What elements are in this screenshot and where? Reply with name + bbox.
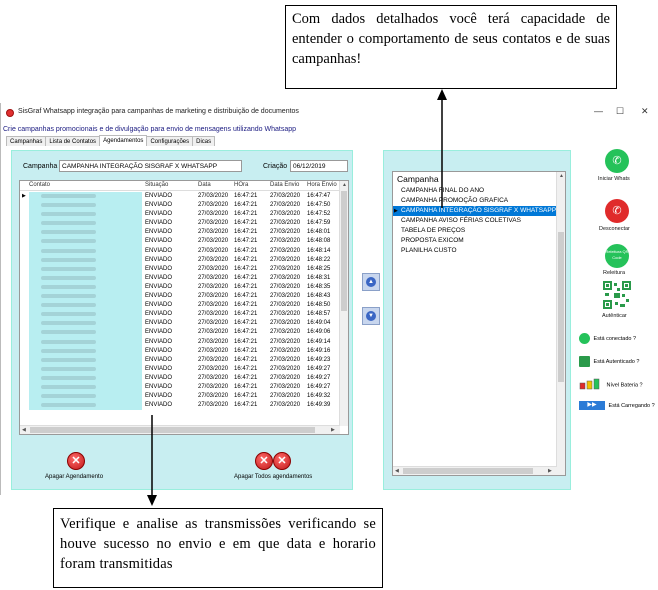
cell-data-envio: 27/03/2020 <box>270 393 301 400</box>
cell-contato-redacted <box>29 301 142 310</box>
delete-icon: ✕ <box>71 455 81 467</box>
redacted-text <box>41 285 96 289</box>
table-row[interactable] <box>20 237 340 246</box>
cell-contato-redacted <box>29 265 142 274</box>
cell-contato-redacted <box>29 383 142 392</box>
cell-contato-redacted <box>29 338 142 347</box>
grid-vertical-scrollbar[interactable] <box>339 181 348 426</box>
redacted-text <box>41 376 96 380</box>
cell-hora-envio: 16:49:27 <box>307 374 331 381</box>
list-item[interactable]: PROPOSTA EXICOM <box>401 237 464 244</box>
maximize-button[interactable]: ☐ <box>616 106 625 116</box>
cell-hora: 16:47:21 <box>234 402 258 409</box>
cell-situacao: ENVIADO <box>145 356 173 363</box>
list-horizontal-thumb[interactable] <box>403 468 533 474</box>
cell-data-envio: 27/03/2020 <box>270 211 301 218</box>
cell-data: 27/03/2020 <box>198 238 229 245</box>
table-row[interactable] <box>20 401 340 410</box>
list-item[interactable]: TABELA DE PREÇOS <box>401 227 466 234</box>
apagar-agendamento-label: Apagar Agendamento <box>45 474 104 480</box>
cell-data: 27/03/2020 <box>198 283 229 290</box>
table-row[interactable] <box>20 210 340 219</box>
redacted-text <box>41 267 96 271</box>
cell-situacao: ENVIADO <box>145 383 173 390</box>
tab-configuracoes[interactable]: Configurações <box>146 136 193 146</box>
close-button[interactable]: ✕ <box>641 106 649 116</box>
qr-reload-text: Releitura QR Code <box>605 249 629 260</box>
cell-situacao: ENVIADO <box>145 274 173 281</box>
cell-hora-envio: 16:48:01 <box>307 229 331 236</box>
apagar-todos-button-2[interactable] <box>273 452 291 470</box>
cell-hora-envio: 16:49:04 <box>307 320 331 327</box>
cell-data: 27/03/2020 <box>198 211 229 218</box>
cell-hora: 16:47:21 <box>234 220 258 227</box>
cell-data: 27/03/2020 <box>198 383 229 390</box>
status-conectado-label: Está conectado ? <box>593 335 637 342</box>
cell-hora-envio: 16:47:47 <box>307 193 331 199</box>
cell-hora: 16:47:21 <box>234 202 258 209</box>
table-row[interactable] <box>20 247 340 256</box>
tab-dicas[interactable]: Dicas <box>192 136 215 146</box>
cell-data-envio: 27/03/2020 <box>270 402 301 409</box>
scroll-left-icon[interactable]: ◀ <box>395 468 399 474</box>
cell-data: 27/03/2020 <box>198 329 229 336</box>
cell-contato-redacted <box>29 356 142 365</box>
arrow-up-icon: ▲ <box>366 277 376 287</box>
cell-hora: 16:47:21 <box>234 374 258 381</box>
whatsapp-icon: ✆ <box>612 155 622 167</box>
iniciar-whats-label: Iniciar Whats <box>598 176 630 182</box>
cell-hora-envio: 16:49:23 <box>307 356 331 363</box>
qr-code-icon[interactable] <box>603 281 631 309</box>
cell-situacao: ENVIADO <box>145 374 173 381</box>
cell-data-envio: 27/03/2020 <box>270 229 301 236</box>
cell-situacao: ENVIADO <box>145 220 173 227</box>
cell-data: 27/03/2020 <box>198 193 229 199</box>
cell-contato-redacted <box>29 247 142 256</box>
table-row[interactable] <box>20 365 340 374</box>
move-down-button[interactable] <box>362 307 380 325</box>
table-row[interactable] <box>20 374 340 383</box>
cell-situacao: ENVIADO <box>145 302 173 309</box>
redacted-text <box>41 249 96 253</box>
cell-data-envio: 27/03/2020 <box>270 347 301 354</box>
cell-hora: 16:47:21 <box>234 302 258 309</box>
cell-data: 27/03/2020 <box>198 365 229 372</box>
arrow-down-icon: ▼ <box>366 311 376 321</box>
cell-data: 27/03/2020 <box>198 265 229 272</box>
move-up-button[interactable] <box>362 273 380 291</box>
cell-situacao: ENVIADO <box>145 283 173 290</box>
cell-hora-envio: 16:47:59 <box>307 220 331 227</box>
delete-icon: ✕ <box>259 455 269 467</box>
cell-hora: 16:47:21 <box>234 320 258 327</box>
cell-hora-envio: 16:49:14 <box>307 338 331 345</box>
tab-bar <box>6 136 214 147</box>
col-hora-envio[interactable]: Hora Envio <box>307 182 337 188</box>
table-row[interactable] <box>20 338 340 347</box>
cell-hora-envio: 16:49:27 <box>307 383 331 390</box>
cell-contato-redacted <box>29 292 142 301</box>
cell-data-envio: 27/03/2020 <box>270 320 301 327</box>
cell-data: 27/03/2020 <box>198 374 229 381</box>
cell-data-envio: 27/03/2020 <box>270 193 301 199</box>
cell-hora-envio: 16:49:06 <box>307 329 331 336</box>
cell-data-envio: 27/03/2020 <box>270 311 301 318</box>
cell-hora: 16:47:21 <box>234 311 258 318</box>
list-item[interactable]: CAMPANHA PROMOÇÃO GRAFICA <box>401 197 509 204</box>
cell-data: 27/03/2020 <box>198 229 229 236</box>
schedule-grid[interactable] <box>19 180 349 435</box>
app-window <box>0 103 658 495</box>
cell-data-envio: 27/03/2020 <box>270 238 301 245</box>
minimize-button[interactable]: — <box>594 106 603 116</box>
cell-hora: 16:47:21 <box>234 229 258 236</box>
status-autenticado-label: Está Autenticado ? <box>593 358 640 365</box>
cell-situacao: ENVIADO <box>145 320 173 327</box>
cell-contato-redacted <box>29 274 142 283</box>
cell-hora-envio: 16:48:31 <box>307 274 331 281</box>
table-row[interactable] <box>20 328 340 337</box>
cell-situacao: ENVIADO <box>145 329 173 336</box>
cell-hora: 16:47:21 <box>234 238 258 245</box>
cell-contato-redacted <box>29 192 142 201</box>
redacted-text <box>41 349 96 353</box>
status-carregando <box>579 401 655 410</box>
grid-rows <box>20 192 340 410</box>
table-row[interactable] <box>20 356 340 365</box>
cell-data-envio: 27/03/2020 <box>270 247 301 254</box>
cell-contato-redacted <box>29 392 142 401</box>
cell-hora: 16:47:21 <box>234 265 258 272</box>
cell-situacao: ENVIADO <box>145 347 173 354</box>
releitura-label: Releitura <box>603 270 626 276</box>
cell-data: 27/03/2020 <box>198 347 229 354</box>
cell-hora-envio: 16:47:52 <box>307 211 331 218</box>
cell-data-envio: 27/03/2020 <box>270 374 301 381</box>
cell-data: 27/03/2020 <box>198 274 229 281</box>
tab-agendamentos[interactable]: Agendamentos <box>99 135 147 146</box>
redacted-text <box>41 403 96 407</box>
cell-data: 27/03/2020 <box>198 338 229 345</box>
qr-status-icon <box>579 356 590 367</box>
desconectar-button[interactable] <box>605 199 629 223</box>
cell-hora: 16:47:21 <box>234 383 258 390</box>
cell-hora-envio: 16:48:08 <box>307 238 331 245</box>
cell-contato-redacted <box>29 347 142 356</box>
scroll-right-icon[interactable]: ▶ <box>548 468 552 474</box>
cell-data: 27/03/2020 <box>198 402 229 409</box>
cell-situacao: ENVIADO <box>145 202 173 209</box>
list-item[interactable]: CAMPANHA INTEGRAÇÃO SISGRAF X WHATSAPP <box>393 206 559 216</box>
cell-contato-redacted <box>29 374 142 383</box>
cell-situacao: ENVIADO <box>145 256 173 263</box>
cell-data-envio: 27/03/2020 <box>270 256 301 263</box>
table-row[interactable] <box>20 310 340 319</box>
table-row[interactable] <box>20 301 340 310</box>
list-horizontal-scrollbar[interactable] <box>393 466 557 475</box>
redacted-text <box>41 230 96 234</box>
cell-situacao: ENVIADO <box>145 238 173 245</box>
status-bateria <box>579 378 643 392</box>
list-item[interactable]: CAMPANHA AVISO FÉRIAS COLETIVAS <box>401 217 521 224</box>
cell-hora: 16:47:21 <box>234 347 258 354</box>
cell-contato-redacted <box>29 365 142 374</box>
cell-situacao: ENVIADO <box>145 311 173 318</box>
table-row[interactable] <box>20 265 340 274</box>
cell-data: 27/03/2020 <box>198 302 229 309</box>
apagar-todos-button-1[interactable] <box>255 452 273 470</box>
cell-data: 27/03/2020 <box>198 311 229 318</box>
cell-data-envio: 27/03/2020 <box>270 265 301 272</box>
table-row[interactable] <box>20 274 340 283</box>
criacao-label: Criação <box>263 163 288 170</box>
campaign-list-header: Campanha <box>397 174 439 184</box>
cell-contato-redacted <box>29 210 142 219</box>
list-item[interactable]: CAMPANHA FINAL DO ANO <box>401 187 485 194</box>
cell-data-envio: 27/03/2020 <box>270 274 301 281</box>
cell-hora: 16:47:21 <box>234 293 258 300</box>
cell-situacao: ENVIADO <box>145 293 173 300</box>
cell-hora-envio: 16:48:22 <box>307 256 331 263</box>
cell-data: 27/03/2020 <box>198 256 229 263</box>
cell-contato-redacted <box>29 228 142 237</box>
table-row[interactable] <box>20 319 340 328</box>
title-bar <box>1 103 658 123</box>
cell-data-envio: 27/03/2020 <box>270 220 301 227</box>
cell-contato-redacted <box>29 319 142 328</box>
cell-contato-redacted <box>29 310 142 319</box>
sidebar <box>574 133 658 493</box>
status-conectado <box>579 333 636 344</box>
redacted-text <box>41 385 96 389</box>
table-row[interactable] <box>20 256 340 265</box>
cell-data: 27/03/2020 <box>198 356 229 363</box>
table-row[interactable] <box>20 292 340 301</box>
cell-situacao: ENVIADO <box>145 211 173 218</box>
cell-data-envio: 27/03/2020 <box>270 365 301 372</box>
app-icon <box>6 109 14 117</box>
cell-situacao: ENVIADO <box>145 193 173 199</box>
cell-hora-envio: 16:49:27 <box>307 365 331 372</box>
schedule-panel <box>11 150 353 490</box>
cell-hora: 16:47:21 <box>234 329 258 336</box>
apagar-agendamento-button[interactable] <box>67 452 85 470</box>
cell-contato-redacted <box>29 401 142 410</box>
scroll-right-icon[interactable]: ▶ <box>331 427 335 433</box>
status-carregando-label: Está Carregando ? <box>608 402 655 409</box>
campanha-label: Campanha <box>23 163 58 170</box>
col-data-envio[interactable]: Data Envio <box>270 182 300 188</box>
cell-contato-redacted <box>29 237 142 246</box>
campaign-list-items <box>393 186 559 256</box>
releitura-qr-button[interactable] <box>605 244 629 268</box>
desconectar-label: Desconectar <box>599 226 630 232</box>
grid-horizontal-scrollbar[interactable] <box>20 425 340 434</box>
redacted-text <box>41 276 96 280</box>
cell-hora-envio: 16:49:16 <box>307 347 331 354</box>
col-contato[interactable]: Contato <box>29 182 51 188</box>
redacted-text <box>41 303 96 307</box>
row-pointer-icon: ▶ <box>22 193 26 199</box>
scroll-left-icon[interactable]: ◀ <box>22 427 26 433</box>
redacted-text <box>41 394 96 398</box>
status-bateria-label: Nível Bateria ? <box>606 382 643 389</box>
cell-hora: 16:47:21 <box>234 211 258 218</box>
cell-data-envio: 27/03/2020 <box>270 338 301 345</box>
cell-hora-envio: 16:49:32 <box>307 393 331 400</box>
scroll-up-icon[interactable]: ▲ <box>559 173 564 179</box>
cell-hora: 16:47:21 <box>234 393 258 400</box>
cell-data-envio: 27/03/2020 <box>270 202 301 209</box>
cell-data: 27/03/2020 <box>198 247 229 254</box>
campaign-list[interactable] <box>392 171 566 476</box>
cell-hora-envio: 16:47:50 <box>307 202 331 209</box>
phone-hangup-icon: ✆ <box>612 205 622 217</box>
cell-situacao: ENVIADO <box>145 393 173 400</box>
list-vertical-scrollbar[interactable] <box>556 172 565 475</box>
arrowhead-down-icon <box>147 495 157 506</box>
cell-hora-envio: 16:48:57 <box>307 311 331 318</box>
cell-hora-envio: 16:48:35 <box>307 283 331 290</box>
cell-situacao: ENVIADO <box>145 247 173 254</box>
col-data[interactable]: Data <box>198 182 211 188</box>
cell-hora: 16:47:21 <box>234 247 258 254</box>
row-pointer-icon: ▶ <box>394 208 398 214</box>
cell-data-envio: 27/03/2020 <box>270 383 301 390</box>
cell-data: 27/03/2020 <box>198 220 229 227</box>
cell-data: 27/03/2020 <box>198 393 229 400</box>
redacted-text <box>41 194 96 198</box>
cell-situacao: ENVIADO <box>145 229 173 236</box>
col-hora[interactable]: HOra <box>234 182 249 188</box>
window-title: SisGraf Whatsapp integração para campanhas de marketing e distribuição de documentos <box>18 108 299 115</box>
cell-data-envio: 27/03/2020 <box>270 329 301 336</box>
grid-horizontal-thumb[interactable] <box>30 427 315 433</box>
cell-data-envio: 27/03/2020 <box>270 356 301 363</box>
whatsapp-status-icon <box>579 333 590 344</box>
criacao-field[interactable]: 06/12/2019 <box>290 160 348 172</box>
cell-hora: 16:47:21 <box>234 193 258 199</box>
redacted-text <box>41 258 96 262</box>
list-item[interactable]: PLANILHA CUSTO <box>401 247 457 254</box>
cell-contato-redacted <box>29 283 142 292</box>
cell-data-envio: 27/03/2020 <box>270 293 301 300</box>
redacted-text <box>41 358 96 362</box>
apagar-todos-label: Apagar Todos agendamentos <box>234 474 313 480</box>
cell-contato-redacted <box>29 201 142 210</box>
redacted-text <box>41 312 96 316</box>
cell-situacao: ENVIADO <box>145 402 173 409</box>
cell-contato-redacted <box>29 219 142 228</box>
cell-situacao: ENVIADO <box>145 265 173 272</box>
cell-hora-envio: 16:48:14 <box>307 247 331 254</box>
cell-hora: 16:47:21 <box>234 365 258 372</box>
callout-bottom: Verifique e analise as transmissões verificando se houve sucesso no envio e em que data e horario foram transmitidas <box>53 508 383 588</box>
arrowhead-up-icon <box>437 89 447 100</box>
cell-contato-redacted <box>29 256 142 265</box>
table-row[interactable] <box>20 283 340 292</box>
table-row[interactable] <box>20 201 340 210</box>
campanha-field[interactable]: CAMPANHA INTEGRAÇÃO SISGRAF X WHATSAPP <box>59 160 242 172</box>
table-row[interactable] <box>20 392 340 401</box>
tab-lista-contatos[interactable]: Lista de Contatos <box>45 136 100 146</box>
cell-hora: 16:47:21 <box>234 338 258 345</box>
list-vertical-thumb[interactable] <box>558 232 564 382</box>
cell-situacao: ENVIADO <box>145 365 173 372</box>
cell-data: 27/03/2020 <box>198 202 229 209</box>
redacted-text <box>41 340 96 344</box>
redacted-text <box>41 221 96 225</box>
cell-hora-envio: 16:48:50 <box>307 302 331 309</box>
cell-data-envio: 27/03/2020 <box>270 283 301 290</box>
col-situacao[interactable]: Situação <box>145 182 169 188</box>
cell-data: 27/03/2020 <box>198 293 229 300</box>
status-autenticado <box>579 356 639 367</box>
redacted-text <box>41 321 96 325</box>
window-subtitle: Crie campanhas promocionais e de divulgação para envio de mensagens utilizando Whatsapp <box>3 126 297 133</box>
grid-header <box>20 181 340 191</box>
tab-campanhas[interactable]: Campanhas <box>6 136 46 146</box>
redacted-text <box>41 294 96 298</box>
delete-icon: ✕ <box>277 455 287 467</box>
redacted-text <box>41 367 96 371</box>
campaign-panel <box>383 150 571 490</box>
redacted-text <box>41 203 96 207</box>
cell-hora-envio: 16:49:39 <box>307 402 331 409</box>
cell-data-envio: 27/03/2020 <box>270 302 301 309</box>
battery-icon <box>579 378 603 392</box>
cell-hora-envio: 16:48:43 <box>307 293 331 300</box>
cell-hora-envio: 16:48:25 <box>307 265 331 272</box>
redacted-text <box>41 330 96 334</box>
redacted-text <box>41 212 96 216</box>
table-row[interactable] <box>20 219 340 228</box>
redacted-text <box>41 239 96 243</box>
autenticar-label: Autênticar <box>602 313 627 319</box>
charging-icon: ▶▶ <box>579 401 605 410</box>
cell-hora: 16:47:21 <box>234 356 258 363</box>
callout-top: Com dados detalhados você terá capacidade de entender o comportamento de seus contatos e de suas campanhas! <box>285 5 617 89</box>
table-row[interactable] <box>20 383 340 392</box>
cell-contato-redacted <box>29 328 142 337</box>
cell-hora: 16:47:21 <box>234 283 258 290</box>
iniciar-whats-button[interactable] <box>605 149 629 173</box>
table-row[interactable] <box>20 192 340 201</box>
table-row[interactable] <box>20 228 340 237</box>
scroll-up-icon[interactable]: ▲ <box>342 182 347 188</box>
cell-data: 27/03/2020 <box>198 320 229 327</box>
cell-hora: 16:47:21 <box>234 274 258 281</box>
grid-vertical-thumb[interactable] <box>341 191 347 311</box>
cell-situacao: ENVIADO <box>145 338 173 345</box>
cell-hora: 16:47:21 <box>234 256 258 263</box>
table-row[interactable] <box>20 347 340 356</box>
